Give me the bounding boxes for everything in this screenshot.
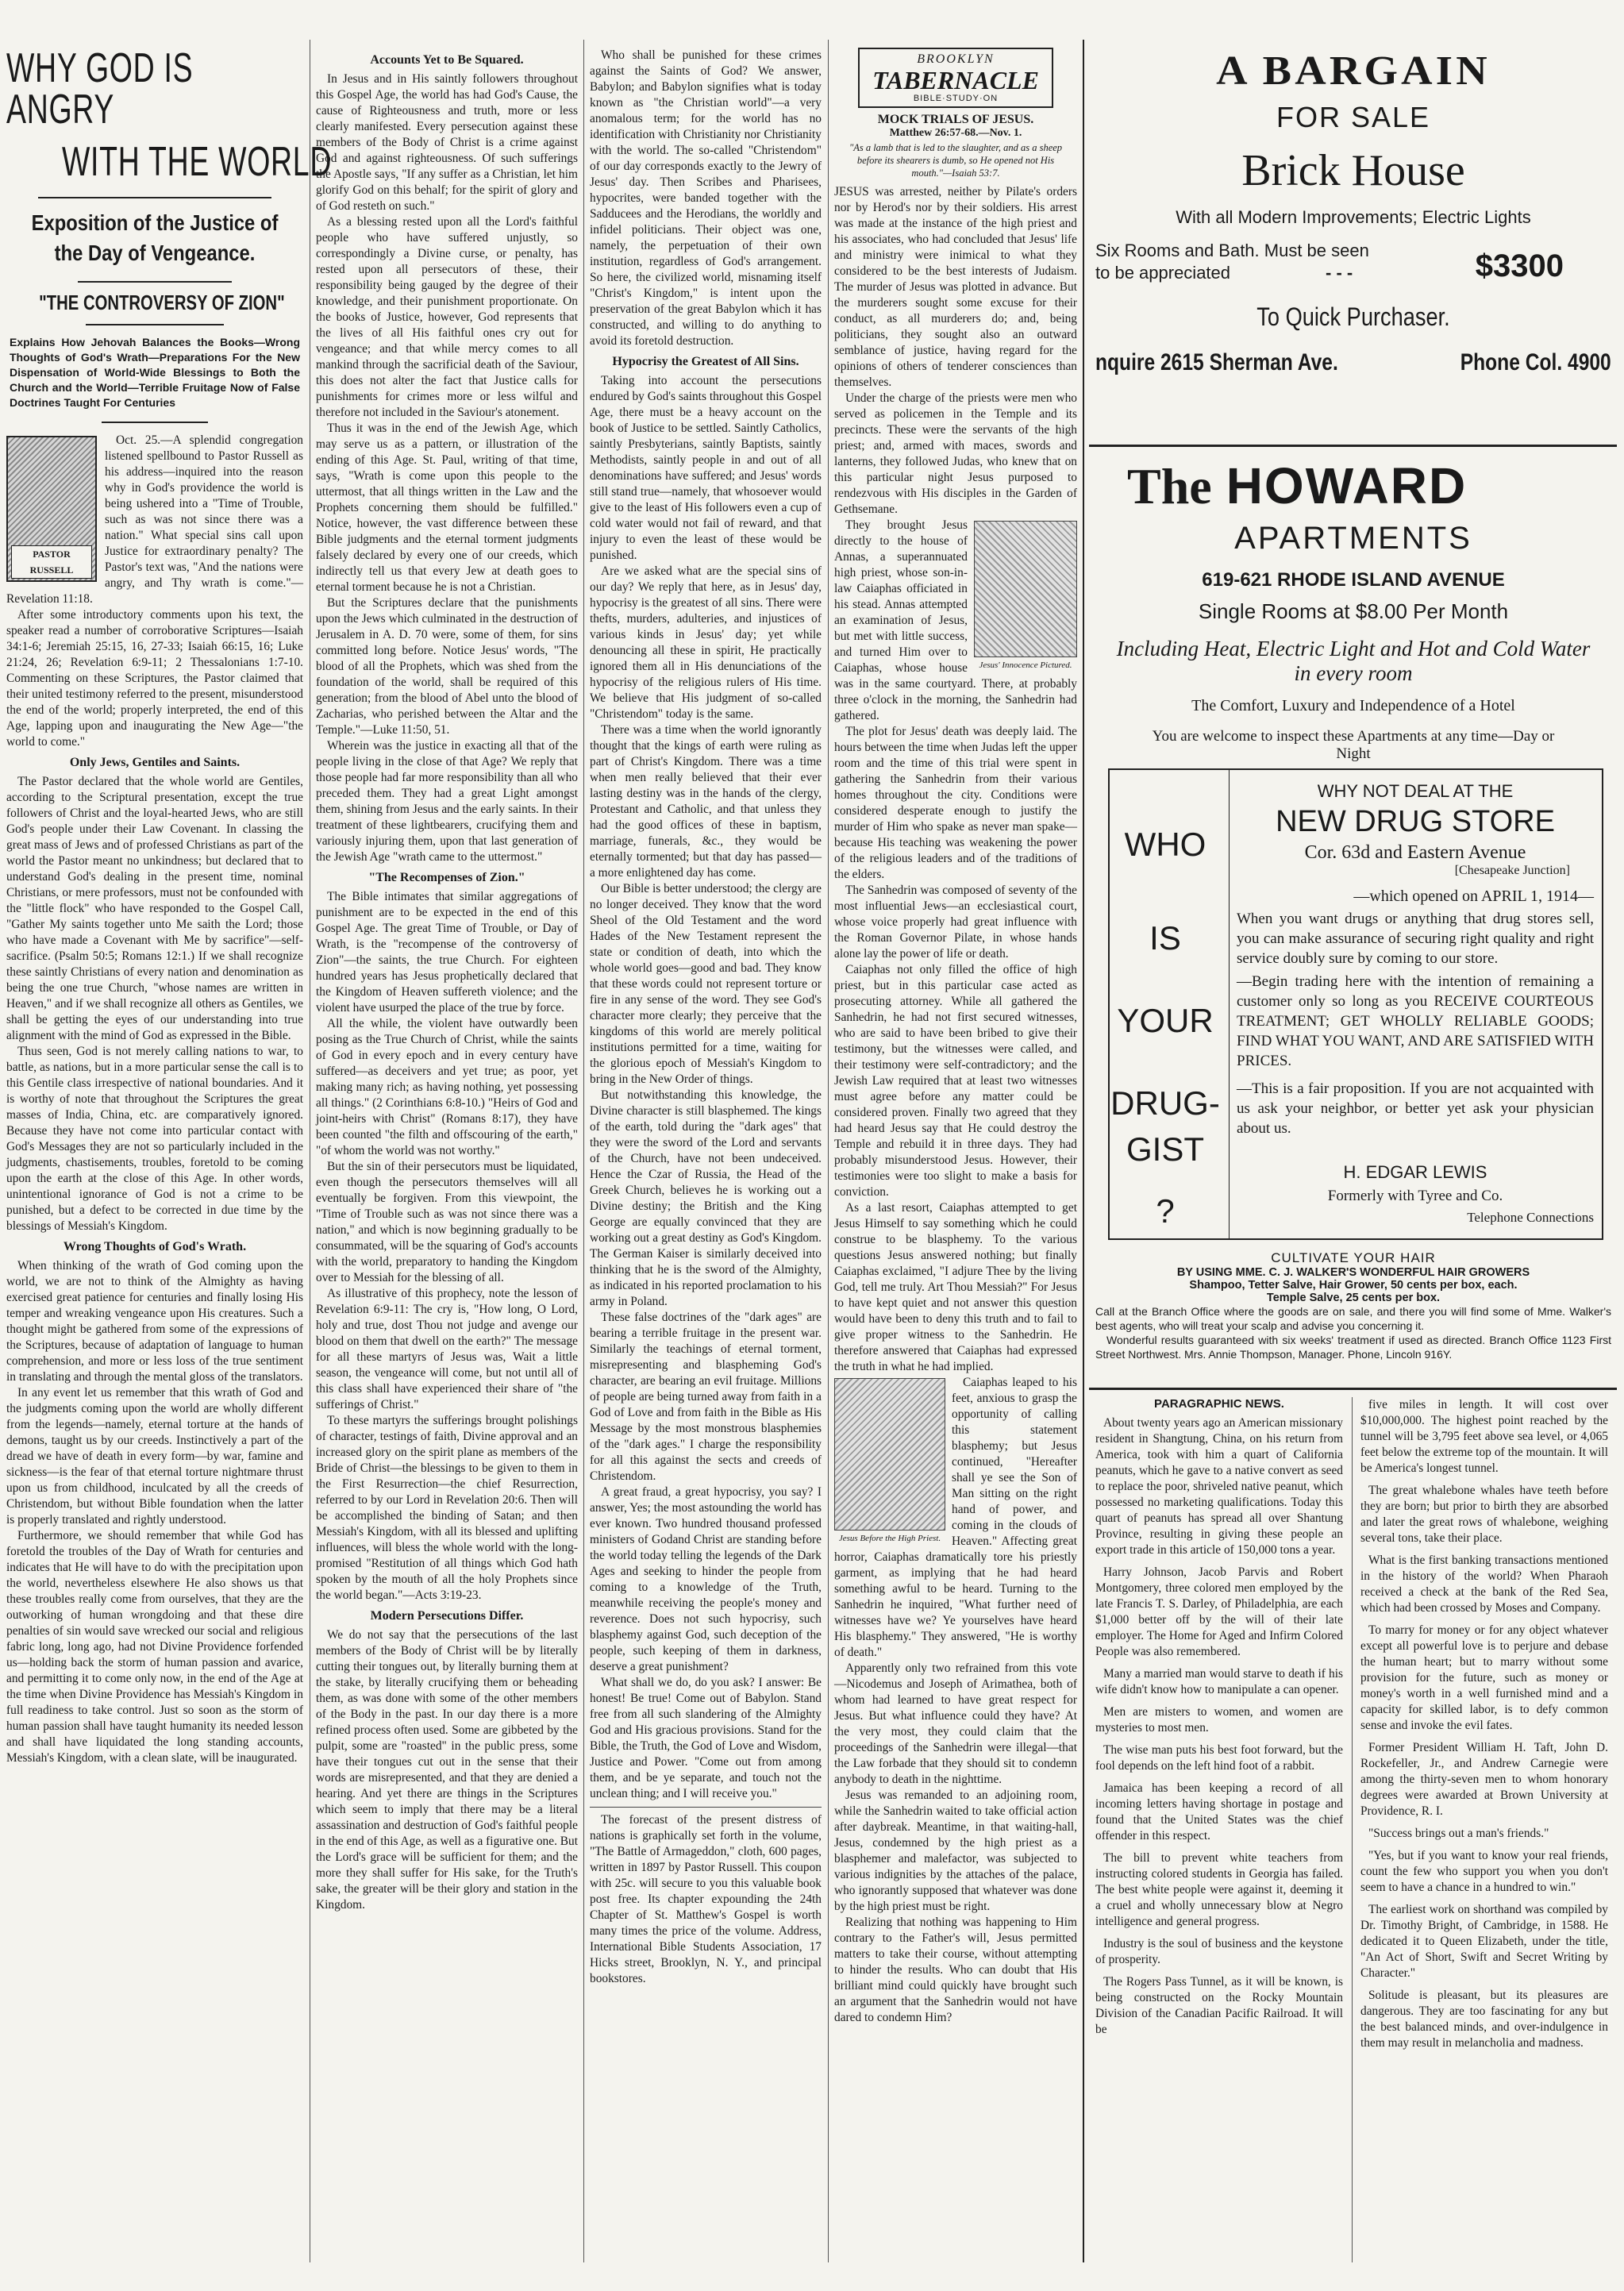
article-column-3 — [590, 48, 822, 2262]
article-column-2 — [316, 48, 578, 2262]
ad-brick-house: A BARGAIN FOR SALE Brick House With all Modern Improvements; Electric Lights Six Rooms and Bath. Must be seen to be appreciated - - - $3300 To Quick Purchaser. nquire 2615 Sherman Ave. Phone Col. 4900 — [1095, 48, 1611, 375]
news-item: To marry for money or for any object whatever except all powerful love is to perjure and debase the human heart; but to marry without some provision for the future, such as money or money's worth in a well furnished mind and a capacity for skilled labor, is to defy common sense and invoke the evil fates. — [1360, 1623, 1608, 1732]
news-item: The wise man puts his best foot forward, but the fool depends on the left hind foot of a rabbit. — [1095, 1743, 1343, 1773]
column-rule — [828, 40, 829, 2262]
section-heading: "The Recompenses of Zion." — [368, 871, 525, 884]
headline-line-1: WHY GOD IS ANGRY — [6, 45, 194, 133]
price: $3300 — [1475, 248, 1564, 283]
ad-howard-apartments: The HOWARD APARTMENTS 619-621 RHODE ISLAND AVENUE Single Rooms at $8.00 Per Month Including Heat, Electric Light and Hot and Cold Water in every room The Comfort, Luxury and Independence of a Hotel You are welcome to inspect these Apartments at any time—Day or Night — [1116, 457, 1591, 762]
section-heading: Wrong Thoughts of God's Wrath. — [63, 1240, 247, 1253]
tabernacle-verse: "As a lamb that is led to the slaughter, and as a sheep before its shearers is dumb, so He opened not His mouth."—Isaiah 53:7. — [849, 142, 1063, 179]
section-heading: Modern Persecutions Differ. — [370, 1609, 524, 1623]
news-item: Jamaica has been keeping a record of all incoming letters having shortage in postage and found that the United States was the chief offender in this respect. — [1095, 1781, 1343, 1842]
news-item: The bill to prevent white teachers from instructing colored students in Georgia has failed. The best white people were against it, deeming it a cruel and wholly unnecessary blow at Negro intelligence and general progress. — [1095, 1851, 1343, 1928]
news-item: About twenty years ago an American missionary resident in Shangtung, China, on his return from America, took with him a quart of California peanuts, which he gave to a native convert as seed to replace the poor, shriveled native peanut, which possessed no marketing qualifications. Today this quart of peanuts has spread all over Shantung Province, resulting in giving these people an export trade in this article of 150,000 tons a year. — [1095, 1416, 1343, 1557]
paragraphic-news-title: PARAGRAPHIC NEWS. — [1154, 1397, 1284, 1411]
section-heading: Hypocrisy the Greatest of All Sins. — [612, 355, 799, 368]
news-item: Many a married man would starve to death if his wife didn't know how to manipulate a can opener. — [1095, 1667, 1343, 1696]
ad-walker-hair: CULTIVATE YOUR HAIR BY USING MME. C. J. WALKER'S WONDERFUL HAIR GROWERS Shampoo, Tetter Salve, Hair Grower, 50 cents per box, each. Temple Salve, 25 cents per box. Call at the Branch Office where the goods are on sale, and there you will find some of Mme. Walker's best agents, who will treat your scalp and advise you concerning it. Wonderful results guaranteed with six weeks' treatment if used as directed. Branch Office 1123 First Street Northwest. Mrs. Annie Thompson, Manager. Phone, Lincoln 916Y. — [1095, 1250, 1611, 1361]
subheadline: Exposition of the Justice of the Day of Vengeance. — [31, 210, 279, 265]
headline-line-2: WITH THE WORLD — [62, 139, 333, 185]
illustration-jesus-innocence: Jesus' Innocence Pictured. — [974, 521, 1077, 673]
news-item: What is the first banking transactions mentioned in the history of the world? When Pharaoh received a check at the bank of the Red Sea, which had been crossed by Moses and Company. — [1360, 1554, 1608, 1615]
ad-new-drug-store — [1108, 768, 1603, 1240]
subheadline-controversy: "THE CONTROVERSY OF ZION" — [39, 291, 285, 314]
news-item: The earliest work on shorthand was compiled by Dr. Timothy Bright, of Cambridge, in 1588. He dedicated it to Queen Elizabeth, under the title, "An Act of Short, Swift and Secret Writing by Character." — [1360, 1903, 1608, 1980]
news-item: The great whalebone whales have teeth before they are born; but prior to birth they are absorbed and later the great rows of whalebone, weighing several tons, take their place. — [1360, 1484, 1608, 1545]
illustration-jesus-high-priest: Jesus Before the High Priest. — [834, 1378, 945, 1546]
pastor-portrait — [6, 436, 97, 582]
news-item: "Yes, but if you want to know your real friends, count the few who support you when you don't seem to have a chance in a hundred to win." — [1360, 1849, 1608, 1894]
column-rule — [583, 40, 584, 2262]
paragraphic-news — [1095, 1397, 1611, 2262]
section-heading: Accounts Yet to Be Squared. — [370, 53, 524, 67]
tabernacle-scripture-ref: Matthew 26:57-68.—Nov. 1. — [889, 127, 1022, 139]
news-item: "Success brings out a man's friends." — [1368, 1827, 1549, 1840]
news-item: five miles in length. It will cost over $10,000,000. The highest point reached by the tunnel will be 3,795 feet above sea level, or 4,065 feet below the extreme top of the mountain. It will be America's longest tunnel. — [1360, 1398, 1608, 1475]
tabernacle-body: JESUS was arrested, neither by Pilate's orders nor by Herod's nor by their soldiers. His arrest was made at the instance of the high priest and his associates, who had concluded that Jesus' life and ministry were inimical to what they considered to be the best interests of Judaism. The murder of Jesus was plotted in advance. But the murderers sought some excuse for their conduct, as all murderers do; and, being politicians, they sought also an outward semblance of justice, having regard for the opinions of others of tenderer consciences than themselves. Under the charge of the priests were men who served as policemen in the Temple and its precincts. These were the servants of the high priest; and, armed with maces, swords and lanterns, they followed Judas, who knew that on this particular night Jesus purposed to rendezvous with His disciples in the Garden of Gethsemane. Jesus' Innocence Pictured. They brought Jesus directly to the house of Annas, a superannuated high priest, whose son-in-law Caiaphas officiated in his stead. Annas attempted an examination of Jesus, but met with little success, and turned Him over to Caiaphas, whose house was in the same courtyard. There, at probably three o'clock in the morning, the Sanhedrin had gathered. The plot for Jesus' death was deeply laid. The hours between the time when Judas left the upper room and the time of this trial were spent in gathering the Sanhedrin from their various homes throughout the city. Conditions were considered desperate enough to justify the murder of Him who spake as never man spake—because His teaching was weakening the power of the religious leaders and of the traditions of the elders. The Sanhedrin was composed of seventy of the most influential Jews—an ecclesiastical court, whose voice properly had great influence with the Roman Governor Pilate, in whose hands alone lay the power of life or death. Caiaphas not only filled the office of high priest, but in this particular case acted as prosecuting attorney. While all gathered the Sanhedrin, he had not first secured witnesses, who are said to have been bribed to give their testimony, but the witnesses were called, and their testimony were self-contradictory; and the Jewish Law required that at least two witnesses must agree before any matter could be considered proven. Finally two agreed that they had heard Jesus say that He could destroy the Temple and rebuild it in three days. They had probably misunderstood Jesus. However, their testimonies were too slight to make a basis for conviction. As a last resort, Caiaphas attempted to get Jesus Himself to say something which he could construe to be blasphemy. To the various questions Jesus answered nothing; but finally Caiaphas exclaimed, "I adjure Thee by the living God, tell me truly. Art Thou Messiah?" For Jesus to have kept quiet and not answer this question would have been to deny this truth and to fail to give proper witness to the Sanhedrin. He therefore answered that Caiaphas had expressed the truth in what he had implied. Jesus Before the High Priest. Caiaphas leaped to his feet, anxious to grasp the opportunity of calling this statement blasphemy; but Jesus continued, "Hereafter shall ye see the Son of Man sitting on the right hand of power, and coming in the clouds of Heaven." Affecting great horror, Caiaphas dramatically tore his priestly garment, as implying that he had heard something awful to be heard. Turning to the Sanhedrin he inquired, "What further need of witnesses have we? Ye yourselves have heard His blasphemy." They answered, "He is worthy of death." Apparently only two refrained from this vote—Nicodemus and Joseph of Arimathea, both of whom had learned to have great respect for Jesus. But what influence could they have? At the very most, they could claim that the proceedings of the Sanhedrin were illegal—that the Law forbade that they should sit to condemn anybody to death in the nighttime. Jesus was remanded to an adjoining room, while the Sanhedrin waited to take official action after daybreak. Meantime, in that waiting-hall, Jesus, condemned by the high priest as a blasphemer and malefactor, was subjected to various indignities by the attaches of the palace, who ignorantly supposed that whatever was done by the high priest must be right. Realizing that nothing was happening to Him contrary to the Father's will, Jesus permitted matters to take their course, without attempting to hinder the results. Who can doubt that His brilliant mind could quickly have brought such an argument that the Sanhedrin would not have dared to condemn Him? — [834, 185, 1077, 2024]
tabernacle-masthead: BROOKLYN TABERNACLE BIBLE·STUDY·ON — [858, 48, 1053, 108]
article-body-3: Who shall be punished for these crimes against the Saints of God? We answer, Babylon; and Babylon signifies what is today known as "the Christian world"—a very anomalous term; for the world has no identification with Christianity nor Christianity with the world. The so-called "Christendom" of our day corresponds exactly to the Jewry of Jesus' day. Then Scribes and Pharisees, hypocrites, were banded together with the Sadducees and the Herodians, the worldly and infidel politicians. Their object was one, namely, the perpetuation of their own institution, regardless of God's arrangement. So here, the civilized world, misnaming itself "Christ's Kingdom," is intent upon the preservation of the great Babylon which it has constructed, and willing to do anything to avoid its foretold destruction. Hypocrisy the Greatest of All Sins. Taking into account the persecutions endured by God's saints throughout this Gospel Age, there must be a heavy account on the book of Justice to be settled. Saintly Catholics, saintly Presbyterians, saintly Baptists, saintly Methodists, saintly people in and out of all denominations have suffered; and Jesus' words still stand true—namely, that whosoever would give to the least of His followers even a cup of cold water would not fail of reward, and that injury to even the least of these would be punished. Are we asked what are the special sins of our day? We reply that here, as in Jesus' day, hypocrisy is the greatest of all sins. There were thefts, murders, adulteries, and injustices of various kinds in Jesus' day; yet while denouncing all these in spirit, He practically ignored them all in His denunciations of the hypocrisy of the religious rulers of His time. We believe that His judgment of so-called "Christendom" today is the same. There was a time when the world ignorantly thought that the kings of earth were ruling as part of Christ's Kingdom. There was a time when men really believed that their ever lasting destiny was in the hands of the clergy, Protestant and Catholic, and that unless they had the good offices of these in baptism, marriage, funerals, &c., they would be eternally tormented; but that day has passed—a more enlightened day has come. Our Bible is better understood; the clergy are no longer deceived. They know that the word Sheol of the Old Testament and the word Hades of the New Testament represent the state or condition of death, into which the whole world goes—good and bad. They know that these words could not represent torture or fire in any sense of the word. They see God's character more clearly; they perceive that the kingdoms of this world are merely political institutions permitted for a time, waiting for the glorious epoch of Messiah's Kingdom to bring in the New Order of things. But notwithstanding this knowledge, the Divine character is still blasphemed. The kings of the earth, told during the "dark ages" that they were the sword of the Lord and servants of the Church, have not been undeceived. Hence the Czar of Russia, the Head of the Greek Church, believes he is working out a Divine destiny; the British and the King George are equally convinced that they are working out a great destiny as God's Kingdom. The German Kaiser is similarly deceived into thinking that he is the sword of the Almighty, as indicated in his reported proclamation to his army in Poland. These false doctrines of the "dark ages" are bearing a terrible fruitage in the present war. Similarly the teachings of eternal torment, misrepresenting and blaspheming God's character, are bearing an evil fruitage. Millions of people are being turned away from faith in a God of Love and from faith in the Bible as His Message by the most monstrous blasphemies of the "dark ages." I charge the responsibility for all this against the sects and creeds of Christendom. A great fraud, a great hypocrisy, you say? I answer, Yes; the most astounding the world has ever known. Two hundred thousand professed ministers of Godand Christ are standing before the world today telling the legends of the Dark Ages and seeking to hinder the people from coming to a knowledge of the Truth, meanwhile receiving the people's money and reverence. Does not such hypocrisy, such blasphemy against God, such deception of the people, such keeping of them in darkness, deserve a great punishment? What shall we do, do you ask? I answer: Be honest! Be true! Come out of Babylon. Stand free from all such slandering of the Almighty God and His gracious provisions. Stand for the Bible, the Truth, the God of Love and Wisdom, Justice and Power. "Come out from among them, and be ye separate, and touch not the unclean thing; and I will receive you." The forecast of the present distress of nations is graphically set forth in the volume, "The Battle of Armageddon," cloth, 600 pages, written in 1897 by Pastor Russell. This coupon with 25c. will secure to you this valuable book post free. Its chapter expounding the 24th Chapter of St. Matthew's Gospel is worth many times the price of the volume. Address, International Bible Students Association, 17 Hicks street, Brooklyn, N. Y., and principal bookstores. — [590, 48, 822, 1985]
news-item: Harry Johnson, Jacob Parvis and Robert Montgomery, three colored men employed by the late Francis T. S. Darley, of Philadelphia, are each $1,000 better off by the will of their late employer. The Home for Aged and Infirm Colored People was also remembered. — [1095, 1565, 1343, 1658]
tabernacle-title: MOCK TRIALS OF JESUS. — [877, 113, 1034, 126]
article-summary: Explains How Jehovah Balances the Books—Wrong Thoughts of God's Wrath—Preparations For the New Dispensation of World-Wide Blessings to Both the Church and the World—Terrible Fruitage Now of False Doctrines Taught For Centuries — [10, 336, 300, 409]
news-item: The Rogers Pass Tunnel, as it will be known, is being constructed on the Rocky Mountain Division of the Canadian Pacific Railroad. It will be — [1095, 1975, 1343, 2036]
news-item: Industry is the soul of business and the keystone of prosperity. — [1095, 1937, 1343, 1966]
portrait-caption: PASTOR RUSSELL — [11, 545, 92, 579]
article-body-2: Accounts Yet to Be Squared. In Jesus and in His saintly followers throughout this Gospel Age, the world has had God's Cause, the cause of Righteousness and truth, more or less clearly manifested. Every persecution against these members of the Body of Christ is a crime against God and against righteousness. Of such sufferings the Apostle says, "If any suffer as a Christian, let him glorify God on this behalf; for the spirit of glory and of God resteth on such." As a blessing rested upon all the Lord's faithful people who have suffered unjustly, so correspondingly a Divine curse, or penalty, has rested upon all persecutors of these, their responsibility being gauged by the degree of their knowledge, and their punishment proportionate. On the books of Justice, however, God represents that the lives of all His faithful ones cry out for vengeance; and that while mercy comes to all mankind through the sacrificial death of the Saviour, this does not alter the fact that Justice calls for punishments for crimes more or less wilful and therefore not included in the Saviour's atonement. Thus it was in the end of the Jewish Age, which may serve us as a pattern, or illustration of the ending of this Age. St. Paul, writing of that time, says, "Wrath is come upon this people to the uttermost, that all things written in the Law and the Prophets concerning them should be fulfilled." Notice, however, the vast difference between these Bible judgments and the eternal torment judgments falsely declared by every one of our creeds, which indirectly tell us that every Jew at death goes to eternal torment because he is not a Christian. But the Scriptures declare that the punishments upon the Jews which culminated in the destruction of Jerusalem in A. D. 70 were, some of them, for sins committed long before. Notice Jesus' words, "The blood of all the Prophets, which was shed from the foundation of the world, shall be required of this generation; from the blood of Abel unto the blood of Zacharias, who perished between the Altar and the Temple."—Luke 11:50, 51. Wherein was the justice in exacting all that of the people living in the close of that Age? We reply that those people had far more responsibility than all who preceded them. They had a great Light amongst them, shining from Jesus and the early saints. In their treatment of these lightbearers, crucifying them and variously injuring them, upon that last generation of the Jewish Age "wrath came to the uttermost." "The Recompenses of Zion." The Bible intimates that similar aggregations of punishment are to be expected in the end of this Gospel Age. The great Time of Trouble, or Day of Wrath, is the "recompense of the controversy of Zion"—the saints, the true Church. For eighteen hundred years has Jesus prophetically declared that the Kingdom of Heaven suffereth violence; and the violent have usurped the place of the true by force. All the while, the violent have outwardly been posing as the True Church of Christ, while the saints of God in every epoch and in every century have suffered—as deceivers and yet true; as poor, yet making many rich; as having nothing, yet possessing all things." (2 Corinthians 6:8-10.) "Heirs of God and joint-heirs with Christ" (Romans 8:17), they have been counted "the filth and offscouring of the earth," "of whom the world was not worthy." But the sin of their persecutors must be liquidated, even though the persecutors themselves will all eventually be forgiven. From this viewpoint, the "Time of Trouble such as was not since there was a nation," and which is now beginning gradually to be consummated, will be the squaring of God's accounts with the world, preparatory to handing the Kingdom over to Messiah for the blessing of all. As illustrative of this prophecy, note the lesson of Revelation 6:9-11: The cry is, "How long, O Lord, holy and true, dost Thou not judge and avenge our blood on them that dwell on the earth?" The message for all these martyrs of Jesus was, Wait a little season, the vengeance will come, but not until all of this class shall have experienced their share of "the sufferings of Christ." To these martyrs the sufferings brought polishings of character, testings of faith, Divine approval and an increased glory on the spirit plane as members of the Bride of Christ—the blessings to be given to them in the First Resurrection—the chief Resurrection, referred to by our Lord in Revelation 20:6. Then will be accomplished the binding of Satan; and then Messiah's Kingdom, with all its blessed and uplifting influences, will bless the whole world with the long-promised "Restitution of all things which God hath spoken by the mouth of all the holy Prophets since the world began."—Acts 3:19-23. Modern Persecutions Differ. We do not say that the persecutions of the last members of the Body of Christ will be by literally cutting their tongues out, by literally burning them at the stake, by literally crucifying them or beheading them, as was done with some of the other members of the Body in the past. In our day there is a more refined process often used. Some are gibbeted by the pulpit, some are "roasted" in the public press, some have their tongues cut out in the sense that their words are misrepresented, and that they are denied a hearing. And yet there are things in the Scriptures which seem to imply that there may be a literal assassination and destruction of God's faithful people in the end of this Age, as well as a figurative one. But the Lord's grace will be sufficient for them; and the more they shall suffer for His sake, for the Truth's sake, the greater will be their glory and station in the Kingdom. — [316, 53, 578, 1912]
drug-ad-body: WHY NOT DEAL AT THE NEW DRUG STORE Cor. 63d and Eastern Avenue [Chesapeake Junction] —which opened on APRIL 1, 1914— When you want drugs or anything that drug stores sell, you can make assurance of securing right quality and right service doubly sure by coming to our store. —Begin trading here with the intention of remaining a customer only so long as you RECEIVE COURTEOUS TREATMENT; GET WHOLLY RELIABLE GOODS; FIND WHAT YOU WANT, AND ARE SATISFIED WITH PRICES. —This is a fair proposition. If you are not acquainted with us ask your neighbor, or better yet ask your physician about us. H. EDGAR LEWIS Formerly with Tyree and Co. Telephone Connections — [1237, 781, 1594, 1225]
article-body-1: PASTOR RUSSELL Oct. 25.—A splendid congregation listened spellbound to Pastor Russell as his address—inquired into the reason why in God's providence the world is being ushered into a "Time of Trouble, such as was not since there was a nation." What special sins call upon Justice for extraordinary penalty? The Pastor's text was, "And the nations were angry, and Thy wrath is come."—Revelation 11:18. After some introductory comments upon his text, the speaker read a number of corroborative Scriptures—Isaiah 34:1-6; Jeremiah 25:15, 16, 27-33; Isaiah 66:15, 16; Luke 21:24, 26; Revelation 6:9-11; 2 Thessalonians 1:7-10. Commenting on these Scriptures, the Pastor claimed that their united testimony referred to the present, misunderstood the end of the world; properly interpreted, the end of this Age, lapping upon and inaugurating the New Age—"the world to come." Only Jews, Gentiles and Saints. The Pastor declared that the whole world are Gentiles, according to the Scriptural presentation, except the true followers of Christ and the loyal-hearted Jews, who are still God's people under their Law Covenant. In classing the great mass of Jews and of professed Christians as part of the world the Pastor meant no unkindness; but declared that to understand God's dealing in the present time, nominal Christians, or mere professors, must not be confounded with the "little flock" who have responded to the Gospel Call, "Gather My saints together unto Me saith the Lord; those who have made a Covenant with Me by sacrifice"—self-sacrifice. (Psalm 50:5; Romans 12:1.) If we shall recognize these saintly Christians of every nation and denomination as being the one true Church, "whose names are written in Heaven," and if we shall recognize all others as Gentiles, we shall be getting the eyes of our understanding into true alignment with the mind of God as expressed in the Bible. Thus seen, God is not merely calling nations to war, to battle, as nations, but in a more particular sense the call is to this Gentile class irrespective of national boundaries. And it is worthy of note that throughout the Scriptures the great masses of India, China, etc. are comparatively ignored. Because they have not come into particular contact with God's Messages they are not so particularly included in the judgments, chastisements, troubles, foretold to be coming upon the earth at the close of this Age. In other words, unintentional ignorance of God is not a crime to be punished, but a defect to be corrected in due time by the blessings of Messiah's Kingdom. Wrong Thoughts of God's Wrath. When thinking of the wrath of God coming upon the world, we are not to think of the Almighty as having exercised great patience for centuries and finally losing His temper and wreaking vengeance upon His creatures. Such a thought might be gathered from some of the expressions of the Scriptures, because of adaptation of language to human comprehension, and more or less loss of the true sentiment in translating and through the mental gloss of the translators. In any event let us remember that this wrath of God and the judgments coming upon the world are wholly different from the legends—namely, eternal torture at the hands of demons, taught us by our creeds. Instinctively a part of the dread we have of death in every form—by war, famine and sickness—is the fear of that eternal torture nightmare thrust upon us from childhood, inculcated by all the creeds of Christendom, but without Bible foundation when the latter is properly translated and rightly understood. Furthermore, we should remember that while God has foretold the troubles of the Day of Wrath for centuries and indicates that He will have to do with the precipitation upon the world, nevertheless elsewhere He also shows us that these troubles really come from ourselves, that they are the outworking of human wrongdoing and that these dire penalties of sin would save wrecked our social and religious fabric long, long ago, had not Divine Providence forfended us—holding back the storm of human passion and avarice, and permitting it to come only now, in the end of the Age at the time when Divine Providence has Messiah's Kingdom in full readiness to take control. Just so soon as the storm of human passion shall have taught humanity its needed lesson and shall have liquidated the long standing accounts, Messiah's Kingdom, with a clean slate, will be inaugurated. — [6, 433, 303, 1765]
news-item: Men are misters to women, and women are mysteries to most men. — [1095, 1705, 1343, 1735]
news-item: Solitude is pleasant, but its pleasures are dangerous. They are too fascinating for any but the best balanced minds, and over-indulgence in them may result in melancholia and madness. — [1360, 1989, 1608, 2050]
drug-ad-sidebar: WHO IS YOUR DRUG- GIST ? — [1110, 826, 1220, 1230]
column-rule — [1083, 40, 1084, 2262]
news-item: Former President William H. Taft, John D. Rockefeller, Jr., and Andrew Carnegie were among the thirty-seven men to whom honorary degrees were awarded at Brown University at Providence, R. I. — [1360, 1741, 1608, 1818]
tabernacle-column — [834, 48, 1077, 2262]
section-heading: Only Jews, Gentiles and Saints. — [69, 756, 241, 769]
article-column-1 — [6, 45, 333, 2262]
